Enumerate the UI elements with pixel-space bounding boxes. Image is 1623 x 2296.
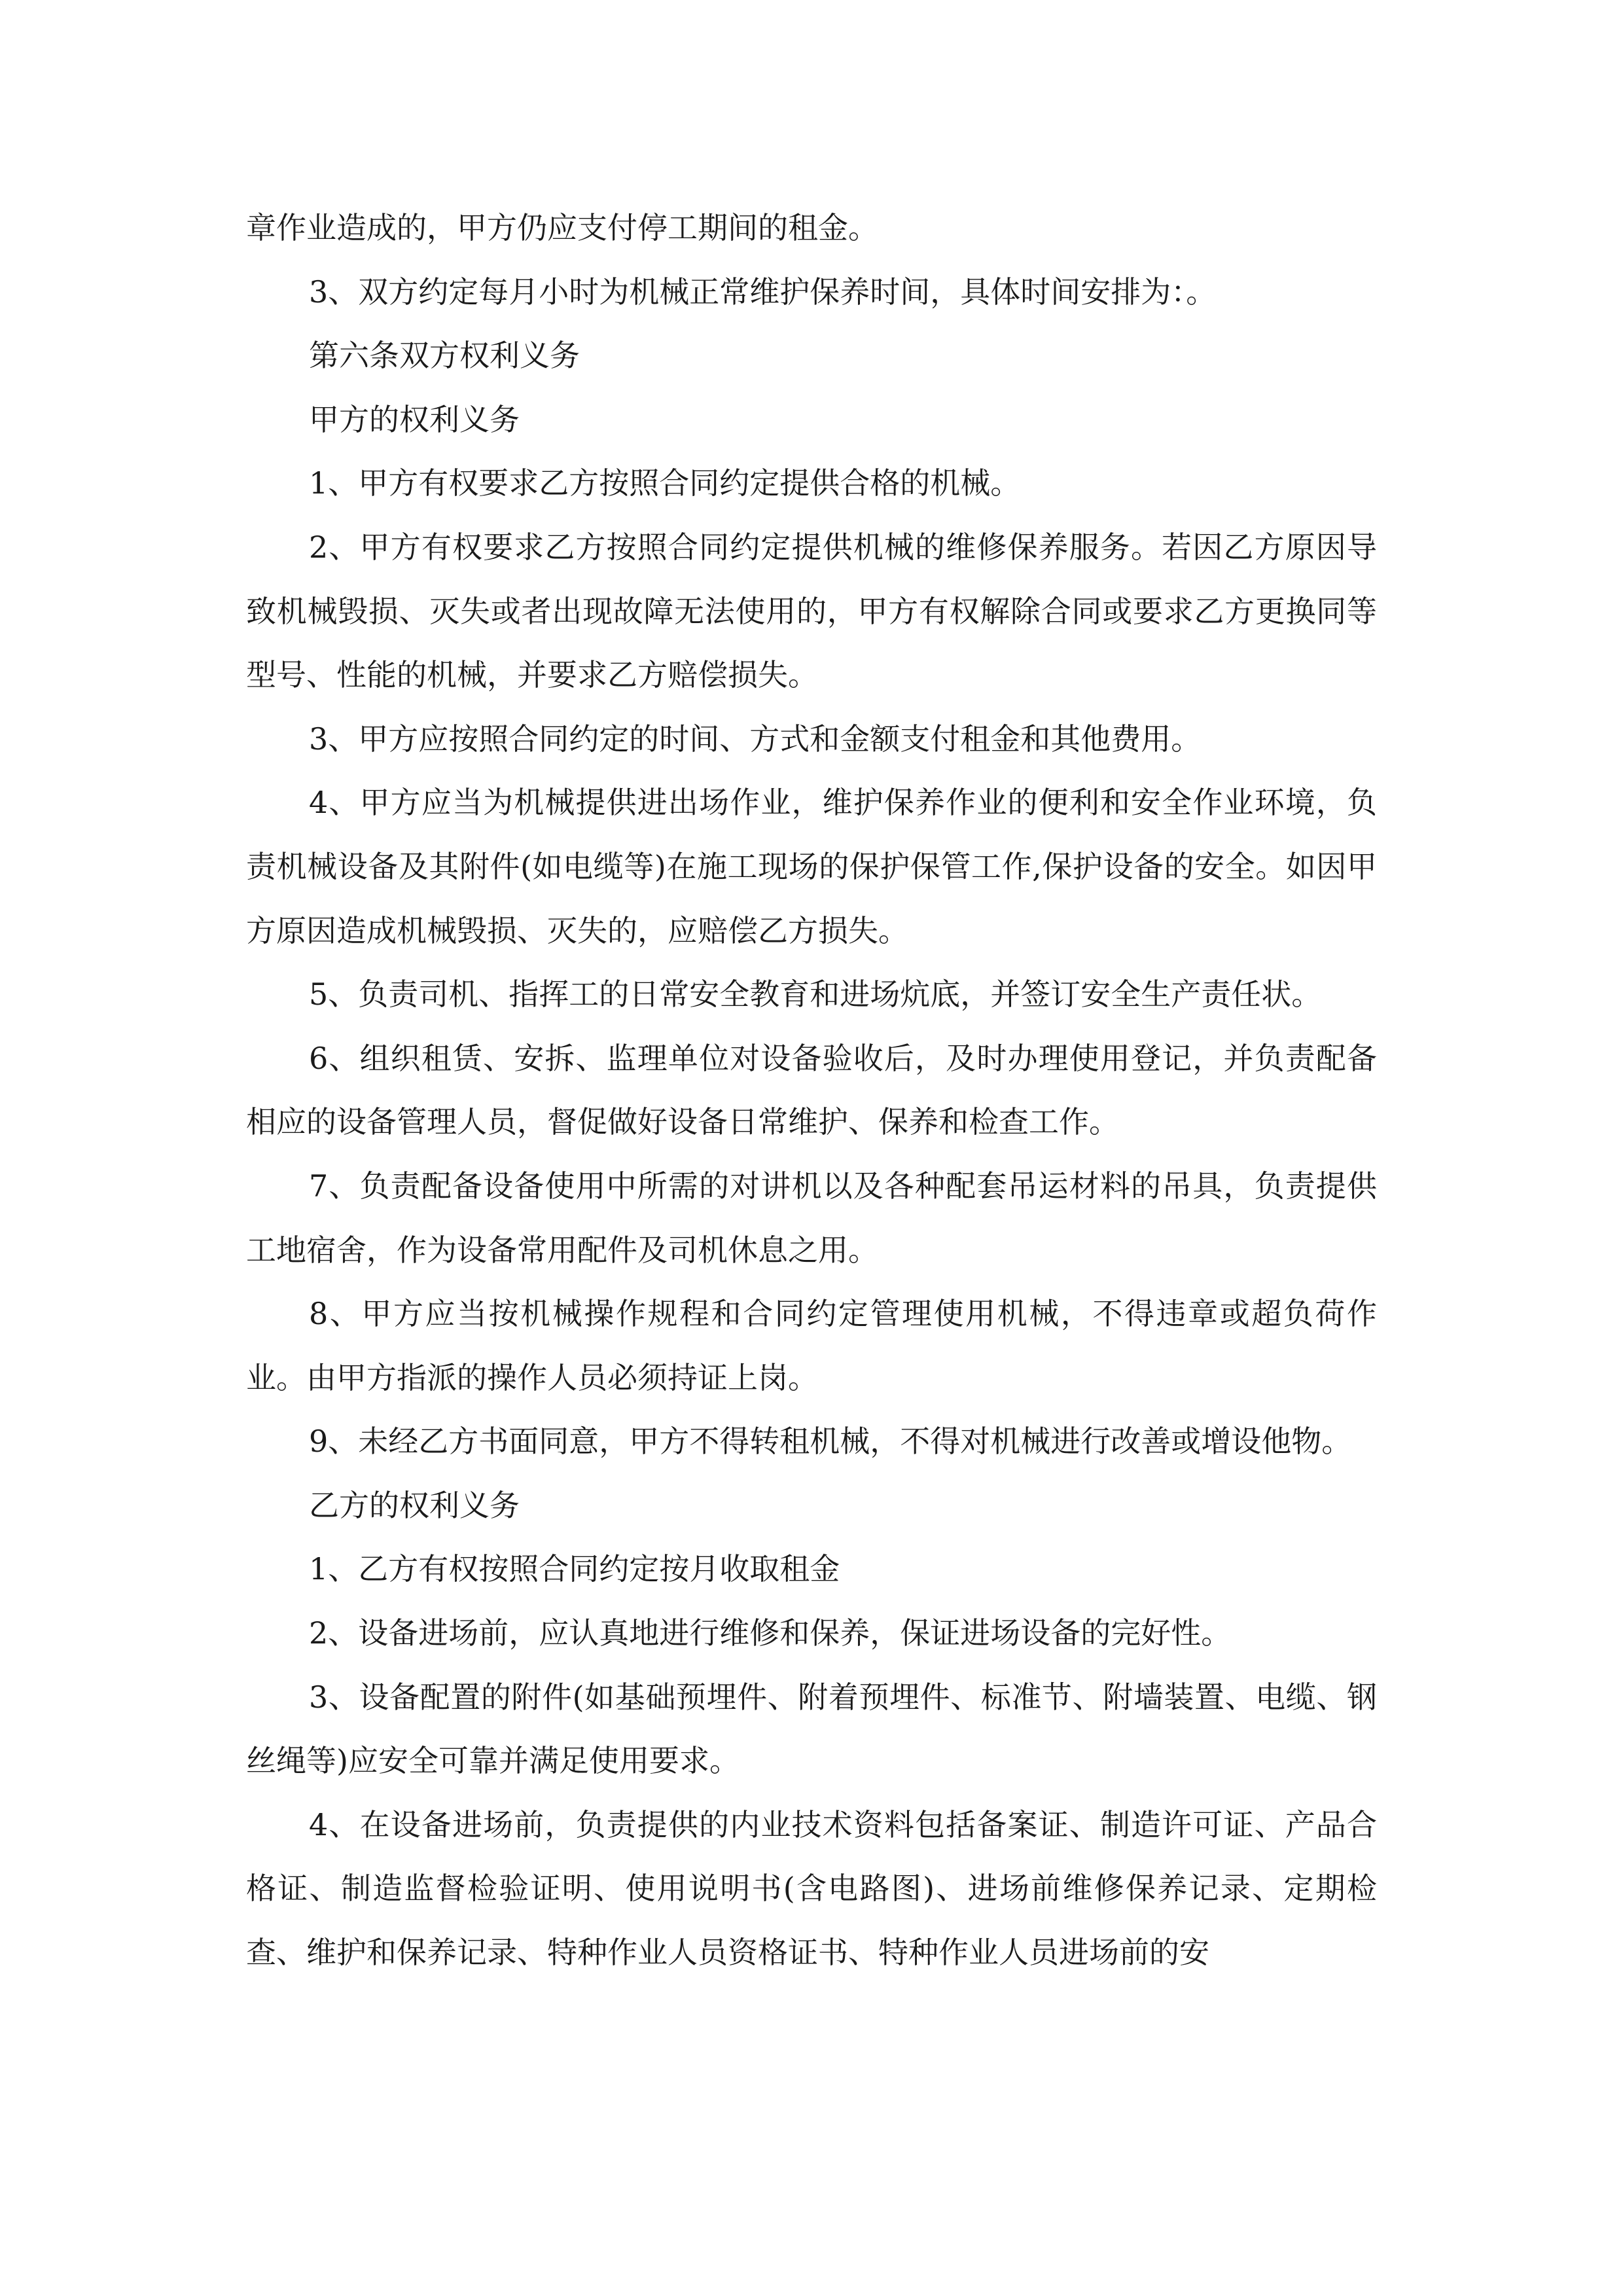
party-a-item-9: 9、未经乙方书面同意，甲方不得转租机械，不得对机械进行改善或增设他物。 bbox=[309, 1424, 1352, 1460]
paragraph-continuation: 章作业造成的，甲方仍应支付停工期间的租金。 bbox=[246, 210, 878, 245]
party-b-item-4: 4、在设备进场前，负责提供的内业技术资料包括备案证、制造许可证、产品合格证、制造监督检验证明、使用说明书(含电路图)、进场前维修保养记录、定期检查、维护和保养记录、特种作业人员资格证书、特种作业人员进场前的安 bbox=[246, 1806, 1377, 1971]
paragraph-maintenance-time: 3、双方约定每月小时为机械正常维护保养时间，具体时间安排为：。 bbox=[309, 274, 1217, 310]
party-a-item-5: 5、负责司机、指挥工的日常安全教育和进场炕底，并签订安全生产责任状。 bbox=[309, 977, 1322, 1013]
party-a-item-2: 2、甲方有权要求乙方按照合同约定提供机械的维修保养服务。若因乙方原因导致机械毁损、灭失或者出现故障无法使用的，甲方有权解除合同或要求乙方更换同等型号、性能的机械，并要求乙方赔偿损失。 bbox=[246, 529, 1377, 693]
party-b-item-3: 3、设备配置的附件(如基础预埋件、附着预埋件、标准节、附墙装置、电缆、钢丝绳等)应安全可靠并满足使用要求。 bbox=[246, 1679, 1377, 1779]
article-six-heading: 第六条双方权利义务 bbox=[309, 338, 580, 374]
party-a-item-6: 6、组织租赁、安拆、监理单位对设备验收后，及时办理使用登记，并负责配备相应的设备管理人员，督促做好设备日常维护、保养和检查工作。 bbox=[246, 1040, 1377, 1140]
party-a-item-7: 7、负责配备设备使用中所需的对讲机以及各种配套吊运材料的吊具，负责提供工地宿舍，作为设备常用配件及司机休息之用。 bbox=[246, 1168, 1377, 1268]
party-a-item-4: 4、甲方应当为机械提供进出场作业，维护保养作业的便利和安全作业环境，负责机械设备及其附件(如电缆等)在施工现场的保护保管工作,保护设备的安全。如因甲方原因造成机械毁损、灭失的，应赔偿乙方损失。 bbox=[246, 785, 1377, 948]
party-a-heading: 甲方的权利义务 bbox=[309, 401, 520, 437]
party-a-item-3: 3、甲方应按照合同约定的时间、方式和金额支付租金和其他费用。 bbox=[309, 721, 1202, 757]
party-a-item-1: 1、甲方有权要求乙方按照合同约定提供合格的机械。 bbox=[309, 465, 1021, 501]
party-b-heading: 乙方的权利义务 bbox=[309, 1487, 520, 1523]
party-b-item-2: 2、设备进场前，应认真地进行维修和保养，保证进场设备的完好性。 bbox=[309, 1615, 1232, 1651]
party-b-item-1: 1、乙方有权按照合同约定按月收取租金 bbox=[309, 1551, 840, 1587]
party-a-item-8: 8、甲方应当按机械操作规程和合同约定管理使用机械，不得违章或超负荷作业。由甲方指派的操作人员必须持证上岗。 bbox=[246, 1296, 1377, 1395]
document-body bbox=[246, 196, 1377, 1985]
